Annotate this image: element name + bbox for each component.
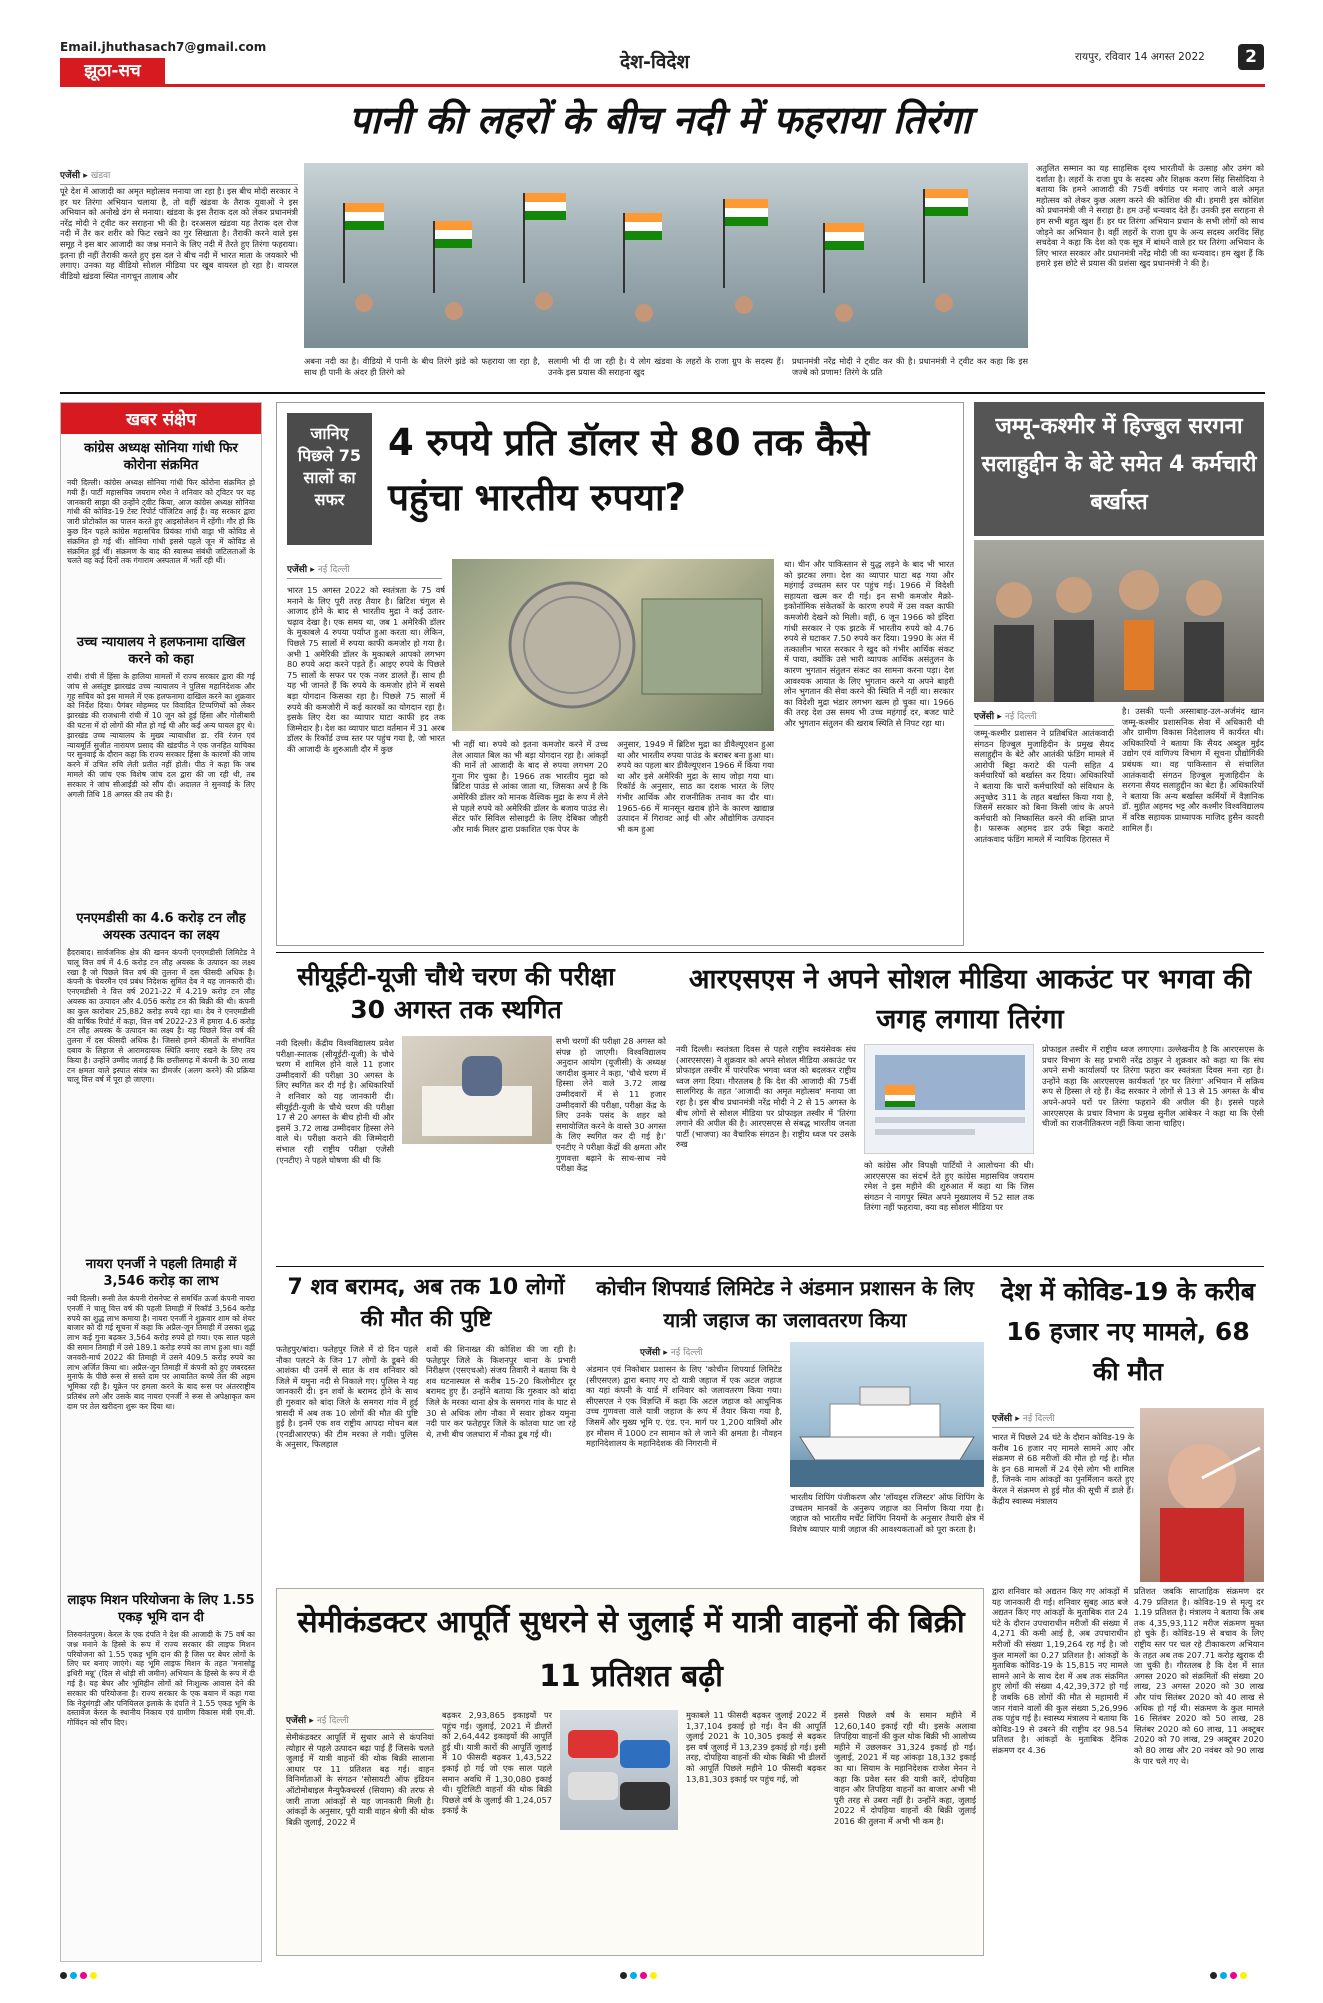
agency-label: एजेंसी [287,565,308,575]
auto-byline: एजेंसी ▸ नई दिल्ली [286,1710,434,1730]
exam-illustration [402,1036,552,1144]
color-dot [620,1972,627,1979]
brief-item [67,634,255,904]
page-number-badge: 2 [1238,44,1264,70]
top-story-headline: पानी की लहरों के बीच नदी में फहराया तिरंगा [348,98,972,142]
color-dot [1210,1972,1217,1979]
agency-label: एजेंसी [60,171,81,181]
rupee-col-3: अनुसार, 1949 में ब्रिटिश मुद्रा का डीवैल्यूएशन हुआ था और भारतीय रुपया पाउंड के बराबर बना हुआ था। रुपये का पहला बार डीवैल्यूएशन 1966 में किया गया था और इसे अमेरिकी मुद्रा के साथ जोड़ा गया था। रिकॉर्ड के अनुसार, साठ का दशक भारत के लिए गंभीर आर्थिक और राजनीतिक तनाव का दौर था। 1965-66 में मानसून खराब होने के कारण खाद्यान्न उत्पादन में गिरावट आई थी और औद्योगिक उत्पादन भी कम हुआ [617,739,774,834]
color-dot [1220,1972,1227,1979]
people-illustration [974,540,1264,702]
covid-intro: भारत में पिछले 24 घंटे के दौरान कोविड-19 के करीब 16 हजार नए मामले सामने आए और संक्रमण से 68 मरीजों की मौत हो गई है। मौत के इन 68 मामलों में 24 ऐसे लोग भी शामिल हैं, जिनके नाम आंकड़ों का पुनर्मिलान करते हुए केरल ने संक्रमण से हुई मौत की सूची में डाले हैं। केंद्रीय स्वास्थ्य मंत्रालय [992,1432,1134,1506]
covid-col-2: प्रतिशत जबकि साप्ताहिक संक्रमण दर 4.79 प्रतिशत है। कोविड-19 से मृत्यु दर 1.19 प्रतिशत है। मंत्रालय ने बताया कि अब तक 4,35,93,112 मरीज संक्रमण मुक्त हो चुके हैं। कोविड-19 से बचाव के लिए राष्ट्रीय स्तर पर चल रहे टीकाकरण अभियान के तहत अब तक 207.71 करोड़ खुराक दी जा चुकी है। गौरतलब है कि देश में सात अगस्त 2020 को संक्रमितों की संख्या 20 लाख, 23 अगस्त 2020 को 30 लाख और पांच सितंबर 2020 को 40 लाख से अधिक हो गई थी। संक्रमण के कुल मामले 16 सितंबर 2020 को 50 लाख, 28 सितंबर 2020 को 60 लाख, 11 अक्टूबर 2020 को 70 लाख, 29 अक्टूबर 2020 को 80 लाख और 20 नवंबर को 90 लाख के पार चले गए थे। [1134,1586,1264,1766]
place-label: नई दिल्ली [316,1716,349,1726]
jk-byline: एजेंसी ▸ नई दिल्ली [974,706,1114,726]
ship-byline: एजेंसी ▸ नई दिल्ली [640,1342,780,1362]
ship-illustration [790,1342,984,1487]
place-label: नई दिल्ली [317,565,350,575]
footer-color-bar [60,1972,97,1979]
covid-byline: एजेंसी ▸ नई दिल्ली [992,1408,1134,1428]
rss-headline: आरएसएस ने अपने सोशल मीडिया आकउंट पर भगवा की जगह लगाया तिरंगा [688,964,1252,1035]
cuet-col-2: सभी चरणों की परीक्षा 28 अगस्त को संपन्न हो जाएगी। विश्वविद्यालय अनुदान आयोग (यूजीसी) के अध्यक्ष जगदीश कुमार ने कहा, 'चौथे चरण में हिस्सा लेने वाले 3.72 लाख उम्मीदवारों में से 11 हजार उम्मीदवारों की परीक्षा, परीक्षा केंद्र के लिए उनके पसंद के शहर को समायोजित करने के वास्ते 30 अगस्त के लिए स्थगित कर दी गई है।' एनटीए ने परीक्षा केंद्रों की क्षमता और गुणवत्ता बढ़ाने के साथ-साथ नये परीक्षा केंद्र [556,1036,666,1174]
news-brief-sidebar [60,402,262,1962]
divider [60,392,1265,394]
auto-headline: सेमीकंडक्टर आपूर्ति सुधरने से जुलाई में यात्री वाहनों की बिक्री 11 प्रतिशत बढ़ी [297,1605,965,1694]
cars-illustration [560,1710,678,1830]
rupee-side-label: जानिए पिछले 75 सालों का सफर [287,413,372,545]
brief-heading: एनएमडीसी का 4.6 करोड़ टन लौह अयस्क उत्पादन का लक्ष्य [76,911,246,943]
covid-headline: देश में कोविड-19 के करीब 16 हजार नए मामले, 68 की मौत [1000,1277,1255,1386]
cuet-headline: सीयूईटी-यूजी चौथे चरण की परीक्षा 30 अगस्त तक स्थगित [297,962,615,1024]
color-dot [650,1972,657,1979]
brief-text: तिरुवनंतपुरम। केरल के एक दंपति ने देश की आजादी के 75 वर्ष का जश्न मनाने के हिस्से के रूप में राज्य सरकार की लाइफ मिशन परियोजना को 1.55 एकड़ भूमि दान की है जिस पर बेघर लोगों के लिए घर बनाए जाएंगे। यह भूमि लाइफ मिशन के तहत 'मनासोडु इथिरी मन्नू' (दिल से थोड़ी सी जमीन) अभियान के हिस्से के रूप में दी गई है। यह बेघर और भूमिहीन लोगों को निःशुल्क आवास देने की सरकार की परियोजना है। राज्य सरकार के एक बयान में कहा गया कि नेदुमंगड़ी और पनियिलल इलाके के दंपति ने 1.55 एकड़ भूमि के दस्तावेज केरल के स्थानीय निकाय एवं ग्रामीण विकास मंत्री एम.वी. गोविंदन को सौंप दिए। [67,1630,255,1728]
swab-test-illustration [1140,1408,1264,1582]
agency-label: एजेंसी [286,1716,307,1726]
agency-label: एजेंसी [640,1348,661,1358]
bodies-col-1: फतेहपुर/बांदा। फतेहपुर जिले में दो दिन पहले नौका पलटने के जिन 17 लोगों के डूबने की आशंका थी उनमें से सात के शव शनिवार को जिले में यमुना नदी से निकाले गए। पुलिस ने यह जानकारी दी। इन शवों के बरामद होने के साथ ही गुरुवार को बांदा जिले के समगरा गांव में हुई त्रासदी में अब तक 10 लोगों की मौत की पुष्टि हुई है। इनमें एक शव राष्ट्रीय आपदा मोचन बल (एनडीआरएफ) की टीम मरका ले गयी। पुलिस के अनुसार, फिलहाल [276,1344,418,1450]
place-label: नई दिल्ली [670,1348,703,1358]
rss-col-3: प्रोफाइल तस्वीर में राष्ट्रीय ध्वज लगाएगा। उल्लेखनीय है कि आरएसएस के प्रचार विभाग के सह प्रभारी नरेंद्र ठाकुर ने शुक्रवार को कहा था कि संघ अपने सभी कार्यालयों पर तिरंगा फहरा कर स्वतंत्रता दिवस मना रहा है। उन्होंने कहा कि आरएसएस कार्यकर्ता 'हर घर तिरंगा' अभियान में सक्रिय रूप से हिस्सा ले रहे हैं। केंद्र सरकार ने लोगों से 13 से 15 अगस्त के बीच अपने-अपने घरों पर तिरंगा फहराने की अपील की है। इससे पहले आरएसएस के प्रचार विभाग के प्रमुख सुनील आंबेकर ने कहा था कि ऐसी चीजों का राजनीतिकरण नहीं किया जाना चाहिए। [1042,1044,1264,1129]
top-story-bottom-text-2: सलामी भी दी जा रही है। ये लोग खंडवा के लहरों के राजा ग्रुप के सदस्य हैं। उनके इस प्रयास की सराहना खुद [548,356,784,377]
footer-color-bar [1210,1972,1247,1979]
top-story-bottom-text-3: प्रधानमंत्री नरेंद्र मोदी ने ट्वीट कर की है। प्रधानमंत्री ने ट्वीट कर कहा कि इस जज्बे को प्रणाम! तिरंगे के प्रति [792,356,1028,377]
jk-headline: जम्मू-कश्मीर में हिज्बुल सरगना सलाहुद्दीन के बेटे समेत 4 कर्मचारी बर्खास्त [981,414,1257,515]
rupee-coin-photo [452,559,774,731]
brief-item [67,910,255,1250]
color-dot [1240,1972,1247,1979]
bodies-headline: 7 शव बरामद, अब तक 10 लोगों की मौत की पुष्टि [287,1275,565,1332]
header-rule [60,84,1265,87]
brief-heading: उच्च न्यायालय ने हलफनामा दाखिल करने को कहा [76,635,246,667]
auto-col-2: बढ़कर 2,93,865 इकाइयों पर पहुंच गई। जुलाई, 2021 में डीलरों को 2,64,442 इकाइयों की आपूर्ति हुई थी। यात्री कारों की आपूर्ति जुलाई में 10 फीसदी बढ़कर 1,43,522 इकाई हो गई जो एक साल पहले समान अवधि में 1,30,080 इकाई थी। यूटिलिटी वाहनों की थोक बिक्री पिछले वर्ष के जुलाई की 1,24,057 इकाई के [442,1710,552,1816]
covid-test-photo [1140,1408,1264,1582]
section-title: देश-विदेश [620,51,690,73]
brand-label: झूठा-सच [60,58,165,84]
color-dot [640,1972,647,1979]
jk-col-1: जम्मू-कश्मीर प्रशासन ने प्रतिबंधित आतंकवादी संगठन हिज्बुल मुजाहिदीन के प्रमुख सैयद सलाहुद्दीन के बेटे और आतंकी फंडिंग मामले में आरोपी बिट्टा कराटे की पत्नी सहित 4 कर्मचारियों को बर्खास्त कर दिया। अधिकारियों ने बताया कि चारों कर्मचारियों को संविधान के अनुच्छेद 311 के तहत बर्खास्त किया गया है, जिसमें सरकार को बिना किसी जांच के अपने कर्मचारी को निष्कासित करने की शक्ति प्राप्त है। फारूक अहमद डार उर्फ बिट्टा कराटे आतंकवाद फंडिंग मामले में न्यायिक हिरासत में [974,728,1114,844]
bodies-col-2: शवों की शिनाख्त की कोशिश की जा रही है। फतेहपुर जिले के किशनपुर थाना के प्रभारी निरीक्षण (एसएचओ) संजय तिवारी ने बताया कि ये शव घटनास्थल से करीब 15-20 किलोमीटर दूर बरामद हुए हैं। उन्होंने बताया कि गुरुवार को बांदा जिले के मरका थाना क्षेत्र के समगरा गांव के घाट से 30 से अधिक लोग नौका में सवार होकर यमुना नदी पार कर फतेहपुर जिले के कोतवा घाट जा रहे थे, तभी बीच जलधारा में नौका डूब गई थी। [426,1344,576,1439]
covid-col-1: द्वारा शनिवार को अद्यतन किए गए आंकड़ों में यह जानकारी दी गई। शनिवार सुबह आठ बजे अद्यतन किए गए आंकड़ों के मुताबिक रात 24 घंटे के दौरान उपचाराधीन मरीजों की संख्या में 4,271 की कमी आई है, अब उपचाराधीन मरीजों की संख्या 1,19,264 रह गई है। जो कुल मामलों का 0.27 प्रतिशत है। आंकड़ों के मुताबिक कोविड-19 के 15,815 नए मामले सामने आने के साथ देश में अब तक संक्रमित हुए लोगों की संख्या 4,42,39,372 हो गई है जबकि 68 लोगों की मौत से महामारी में जान गंवाने वालों की कुल संख्या 5,26,996 तक पहुंच गई है। स्वास्थ्य मंत्रालय ने बताया कि कोविड-19 से उबरने की राष्ट्रीय दर 98.54 प्रतिशत है। आंकड़ों के मुताबिक दैनिक संक्रमण दर 4.36 [992,1586,1128,1755]
ship-photo [790,1342,984,1487]
sidebar-title: खबर संक्षेप [61,403,261,434]
ship-headline: कोचीन शिपयार्ड लिमिटेड ने अंडमान प्रशासन के लिए यात्री जहाज का जलावतरण किया [596,1276,974,1332]
social-profile-illustration [865,1045,1034,1154]
brief-text: हैदराबाद। सार्वजनिक क्षेत्र की खनन कंपनी एनएमडीसी लिमिटेड ने चालू वित्त वर्ष में 4.6 करोड़ टन लौह अयस्क के उत्पादन का लक्ष्य रखा है जो पिछले वित्त वर्ष की तुलना में दस फीसदी अधिक है। कंपनी के चेयरमैन एवं प्रबंध निदेशक सुमित देब ने यह जानकारी दी। एनएमडीसी ने वित्त वर्ष 2021-22 में 4.219 करोड़ टन लौह अयस्क का उत्पादन और 4.056 करोड़ टन की बिक्री की थी। कंपनी का कुल कारोबार 25,882 करोड़ रुपये रहा था। देब ने एनएमडीसी की वार्षिक रिपोर्ट में कहा, वित्त वर्ष 2022-23 में हमारा 4.6 करोड़ टन लौह अयस्क के उत्पादन का लक्ष्य है। यह पिछले वित्त वर्ष की तुलना में दस फीसदी अधिक है। जिससे हमने कीमतों के संभावित दबाव के लिहाज से आरामदायक स्थिति बनाए रखने के लिए तय किया है। उन्होंने उम्मीद जताई है कि छत्तीसगढ़ में कंपनी के 30 लाख टन क्षमता वाले इस्पात संयंत्र का डीमर्जर (अलग करने) की प्रक्रिया चालू वित्त वर्ष में पूरा हो जाएगा। [67,948,255,1085]
header-email: Email.jhuthasach7@gmail.com [60,40,267,54]
jk-people-photo [974,540,1264,702]
place-label: नई दिल्ली [1004,712,1037,722]
color-dot [60,1972,67,1979]
cars-photo [560,1710,678,1830]
rupee-col-1: भारत 15 अगस्त 2022 को स्वतंत्रता के 75 वर्ष मनाने के लिए पूरी तरह तैयार है। ब्रिटिश चंगुल से आजाद होने के बाद से भारतीय मुद्रा ने कई उतार-चढ़ाव देखा है। एक समय था, जब 1 अमेरिकी डॉलर के मुकाबले 4 रुपया पर्याप्त हुआ करता था। लेकिन, पिछले 75 सालों में रुपया काफी कमजोर हो गया है। अभी 1 अमेरिकी डॉलर के मुकाबले आपको लगभग 80 रुपये अदा करने पड़ते हैं। आइए रुपये के पिछले 75 सालों के सफर पर एक नजर डालते हैं। साथ ही यह भी जानते हैं कि रुपये के कमजोर होने में सबसे बड़ा योगदान किसका रहा है। पिछले 75 सालों में रुपये की कमजोरी में कई कारकों का योगदान रहा है। इसके लिए देश का व्यापार घाटा काफी हद तक जिम्मेदार है। देश का व्यापार घाटा वर्तमान में 31 अरब डॉलर के रिकॉर्ड उच्च स्तर पर पहुंच गया है, जो भारत की आजादी के शुरुआती दौर में कुछ [287,585,445,754]
auto-col-4: इससे पिछले वर्ष के समान महीने में 12,60,140 इकाई रही थी। इसके अलावा तिपहिया वाहनों की कुल थोक बिक्री भी आलोच्य महीने में उछलकर 31,324 इकाई हो गई। जुलाई, 2021 में यह आंकड़ा 18,132 इकाई का था। सियाम के महानिदेशक राजेश मेनन ने कहा कि प्रवेश स्तर की यात्री कारें, दोपहिया वाहन और तिपहिया वाहनों का बाजार अभी भी पूरी तरह से उबरा नहीं है। उन्होंने कहा, जुलाई 2022 में दोपहिया वाहनों की बिक्री जुलाई 2016 की तुलना में अभी भी कम है। [834,1710,976,1826]
color-dot [70,1972,77,1979]
brief-text: नयी दिल्ली। कांग्रेस अध्यक्ष सोनिया गांधी फिर कोरोना संक्रमित हो गयी हैं। पार्टी महासचिव जयराम रमेश ने शनिवार को ट्विटर पर यह जानकारी साझा की उन्होंने ट्वीट किया, आज कांग्रेस अध्यक्ष सोनिया गांधी की कोविड-19 टेस्ट रिपोर्ट पॉजिटिव आई है। वह सरकार द्वारा जारी प्रोटोकॉल का पालन करते हुए आइसोलेशन में रहेंगी। गौर हो कि कुछ दिन पहले कांग्रेस महासचिव प्रियंका गांधी वाड्रा भी कोविड से संक्रमित हो गई थीं। सोनिया गांधी इससे पहले जून में कोविड से संक्रमित हुई थीं। संक्रमण के बाद की स्वास्थ्य संबंधी जटिलताओं के चलते वह कई दिनों तक गंगाराम अस्पताल में भर्ती रही थीं। [67,478,255,566]
brief-item [67,1256,255,1586]
exam-photo [402,1036,552,1144]
rss-col-1: नयी दिल्ली। स्वतंत्रता दिवस से पहले राष्ट्रीय स्वयंसेवक संघ (आरएसएस) ने शुक्रवार को अपने सोशल मीडिया अकाउंट पर प्रोफाइल तस्वीर में पारंपरिक भगवा ध्वज को बदलकर राष्ट्रीय ध्वज लगा दिया। गौरतलब है कि देश की आजादी की 75वीं सालगिरह के तहत 'आजादी का अमृत महोत्सव' मनाया जा रहा है। इस बीच प्रधानमंत्री नरेंद्र मोदी ने 2 से 15 अगस्त के बीच लोगों से सोशल मीडिया पर प्रोफाइल तस्वीर में 'तिरंगा लगाने की अपील की है। आरएसएस से संबद्ध भारतीय जनता पार्टी (भाजपा) का वैचारिक संगठन है। राष्ट्रीय ध्वज पर उसके रुख [676,1044,856,1150]
cuet-col-1: नयी दिल्ली। केंद्रीय विश्वविद्यालय प्रवेश परीक्षा-स्नातक (सीयूईटी-यूजी) के चौथे चरण में शामिल होने वाले 11 हजार उम्मीदवारों की परीक्षा 30 अगस्त के लिए स्थगित कर दी गई है। अधिकारियों ने शनिवार को यह जानकारी दी। सीयूईटी-यूजी के चौथे चरण की परीक्षा 17 से 20 अगस्त के बीच होनी थी और इसमें 3.72 लाख उम्मीदवार हिस्सा लेने वाले थे। परीक्षा कराने की जिम्मेदारी संभाल रही राष्ट्रीय परीक्षा एजेंसी (एनटीए) ने पहले घोषणा की थी कि [276,1038,394,1165]
divider [276,1266,1264,1267]
top-story-byline: एजेंसी ▸ खंडवा [60,165,298,185]
brief-text: नयी दिल्ली। रूसी तेल कंपनी रोसनेफ्ट से समर्थित ऊर्जा कंपनी नायरा एनर्जी ने चालू वित्त वर्ष की पहली तिमाही में रिकॉर्ड 3,564 करोड़ रुपये का शुद्ध लाभ कमाया है। नायरा एनर्जी ने शुक्रवार शाम को शेयर बाजार को दी गई सूचना में कहा कि अप्रैल-जून तिमाही में उसका शुद्ध लाभ कई गुना बढ़कर 3,564 करोड़ रुपये हो गया। एक साल पहले की समान तिमाही में उसे 189.1 करोड़ रुपये का लाभ हुआ था। वहीं जनवरी-मार्च 2022 की तिमाही में उसने 409.5 करोड़ रुपये का लाभ अर्जित किया था। अप्रैल-जून तिमाही में कंपनी को हुए जबरदस्त मुनाफे के पीछे रूस से सस्ते दाम पर आयातित कच्चे तेल की अहम भूमिका रही है। यूक्रेन पर हमला करने के बाद रूस पर अंतरराष्ट्रीय प्रतिबंध लगे और उसके बाद नायरा एनर्जी ने रूस से अपेक्षाकृत कम दाम पर तेल खरीदना शुरू कर दिया था। [67,1294,255,1411]
rss-col-2: को कांग्रेस और विपक्षी पार्टियों ने आलोचना की थी। आरएसएस का संदर्भ देते हुए कांग्रेस महासचिव जयराम रमेश ने इस महीने की शुरुआत में कहा था कि जिस संगठन ने नागपुर स्थित अपने मुख्यालय में 52 साल तक तिरंगा नहीं फहराया, क्या वह सोशल मीडिया पर [864,1160,1034,1213]
brief-heading: लाइफ मिशन परियोजना के लिए 1.55 एकड़ भूमि दान दी [67,1593,255,1625]
agency-label: एजेंसी [992,1414,1013,1424]
brief-heading: कांग्रेस अध्यक्ष सोनिया गांधी फिर कोरोना संक्रमित [84,441,238,473]
rupee-story-box [276,402,964,946]
ship-col-1: अंडमान एवं निकोबार प्रशासन के लिए 'कोचीन शिपयार्ड लिमिटेड (सीएसएल) द्वारा बनाए गए दो यात्री जहाज में एक अटल जहाज का यहां कंपनी के यार्ड में शनिवार को जलावतरण किया गया। सीएसएल ने एक विज्ञप्ति में कहा कि अटल जहाज को आधुनिक उच्च गुणवत्ता वाले यात्री जहाज के रूप में तैयार किया गया है, जिसमें और मुख्य भूमि ए. एंड. एन. मार्ग पर 1,200 यात्रियों और हर मौसम में 1000 टन सामान को ले जाने की क्षमता है। नौवहन महानिदेशालय के महानिदेशक की निगरानी में [586,1364,782,1449]
place-label: नई दिल्ली [1022,1414,1055,1424]
auto-col-1: सेमीकंडक्टर आपूर्ति में सुधार आने से कंपनियां त्योहार से पहले उत्पादन बढ़ा पाई हैं जिसके चलते जुलाई में यात्री वाहनों की थोक बिक्री सालाना आधार पर 11 प्रतिशत बढ़ गई। वाहन विनिर्माताओं के संगठन 'सोसायटी ऑफ इंडियन ऑटोमोबाइल मैन्युफैक्चरर्स (सियाम) की तरफ से जारी ताजा आंकड़ों से यह जानकारी मिली है। आंकड़ों के अनुसार, पूरी यात्री वाहन श्रेणी की थोक बिक्री जुलाई, 2022 में [286,1732,434,1827]
rupee-col-2: भी नहीं था। रुपये को इतना कमजोर करने में उच्च तेल आयात बिल का भी बड़ा योगदान रहा है। आंकड़ों की मानें तो आजादी के बाद से रुपया लगभग 20 गुना गिर चुका है। 1966 तक भारतीय मुद्रा को ब्रिटिश पाउंड से आंका जाता था, जिसका अर्थ है कि अमेरिकी डॉलर को मानक वैश्विक मुद्रा के रूप में लेने से पहले रुपये को अमेरिकी डॉलर के बजाय पाउंड से। सेंटर फॉर सिविल सोसाइटी के लिए देबिका जौहरी और मार्क मिलर द्वारा प्रकाशित एक पेपर के [452,739,608,834]
coin-illustration [452,559,774,731]
footer-color-bar [620,1972,657,1979]
top-story-right-text: अतुलित सम्मान का यह साहसिक दृश्य भारतीयों के उत्साह और उमंग को दर्शाता है। लहरों के राजा ग्रुप के सदस्य और शिक्षक करण सिंह सिसोदिया ने बताया कि हमने आजादी की 75वीं वर्षगांठ पर मनाए जाने वाले अमृत महोत्सव को लेकर कुछ अलग करने की कोशिश की थी। हमारी इस कोशिश को प्रधानमंत्री जी ने सराहा है। हम उन्हें धन्यवाद देते हैं। उनकी इस सराहना से हम सभी बहुत खुश हैं। हर घर तिरंगा अभियान प्रधान के सभी लोगों को साथ जोड़ने का अभियान है। वहीं लहरों के राजा ग्रुप के अन्य सदस्य अरविंद सिंह सचदेवा ने कहा कि देश को एक सूत्र में बांधने वाले हर घर तिरंगा अभियान के लिए भारत सरकार और प्रधानमंत्री नरेंद्र मोदी जी का धन्यवाद। हम खुश हैं कि हमारे इस छोटे से प्रयास की प्रशंसा खुद प्रधानमंत्री ने की है। [1036,163,1264,269]
header-date: रायपुर, रविवार 14 अगस्त 2022 [1075,51,1205,63]
brief-item [67,1592,255,1780]
brief-item [67,440,255,628]
swimmers-flag-photo [304,163,1028,348]
auto-col-3: मुकाबले 11 फीसदी बढ़कर जुलाई 2022 में 1,37,104 इकाई हो गई। वैन की आपूर्ति जुलाई 2021 के 10,305 इकाई से बढ़कर इस वर्ष जुलाई में 13,239 इकाई हो गई। इसी तरह, दोपहिया वाहनों की थोक बिक्री भी डीलरों को आपूर्ति पिछले महीने 10 फीसदी बढ़कर 13,81,303 इकाई पर पहुंच गई, जो [686,1710,826,1784]
ship-col-2: भारतीय शिपिंग पंजीकरण और 'लॉयड्स रजिस्टर' ऑफ शिपिंग के उच्चतम मानकों के अनुरूप जहाज का निर्माण किया गया है। जहाज को भारतीय मर्चेंट शिपिंग नियमों के अनुसार तैयारी क्षेत्र में विशेष व्यापार यात्री जहाज की आवश्यकताओं को पूरा करता है। [790,1492,984,1534]
top-story-bottom-text-1: अबना नदी का है। वीडियो में पानी के बीच तिरंगे झंडे को फहराया जा रहा है, साथ ही पानी के अंदर ही तिरंगे को [304,356,540,377]
flags-illustration [304,163,1028,348]
jk-story-headline-box [974,402,1264,536]
rupee-byline: एजेंसी ▸ नई दिल्ली [287,559,442,579]
place-label: खंडवा [90,171,111,181]
color-dot [1230,1972,1237,1979]
jk-col-2: है। उसकी पत्नी अस्साबाह-उल-अर्जमंद खान जम्मू-कश्मीर प्रशासनिक सेवा में अधिकारी थी और ग्रामीण विकास निदेशालय में कार्यरत थी। अधिकारियों ने बताया कि सैयद अब्दुल मुईद उद्योग एवं वाणिज्य विभाग में सूचना प्रौद्योगिकी प्रबंधक था। वह पाकिस्तान से संचालित आतंकवादी संगठन हिज्बुल मुजाहिदीन के सरगना सैयद सलाहुद्दीन का बेटा है। अधिकारियों ने बताया कि अन्य बर्खास्त कर्मियों में वैज्ञानिक डॉ. मुहीत अहमद भट्ट और कश्मीर विश्वविद्यालय में वरिष्ठ सहायक प्राध्यापक माजिद हुसैन कादरी शामिल हैं। [1122,706,1264,833]
color-dot [90,1972,97,1979]
color-dot [80,1972,87,1979]
rss-screenshot [864,1044,1034,1154]
color-dot [630,1972,637,1979]
brief-text: रांची। रांची में हिंसा के हालिया मामलों में राज्य सरकार द्वारा की गई जांच से असंतुष्ट झारखंड उच्च न्यायालय ने पुलिस महानिदेशक और गृह सचिव को इस मामले में एक हलफनामा दाखिल करने का शुक्रवार को निर्देश दिया। पैगंबर मोहम्मद पर विवादित टिप्पणियों को लेकर झारखंड की राजधानी रांची में 10 जून को हुई हिंसा और गोलीबारी की घटना में दो लोगों की मौत हो गई थी और कई अन्य घायल हुए थे। झारखंड उच्च न्यायालय के मुख्य न्यायाधीश डा. रवि रंजन एवं न्यायमूर्ति सुजीत नारायण प्रसाद की खंडपीठ ने एक जनहित याचिका पर सुनवाई के दौरान कहा कि राज्य सरकार हिंसा के कारणों की जांच करने में उचित रुचि लेती प्रतीत नहीं होती। पीठ ने कहा कि जब मामले की जांच एक विशेष जांच दल द्वारा की जा रही थी, तब सरकार ने जांच सीआईडी को सौंप दी। अदालत ने सुनवाई के लिए अगली तिथि 18 अगस्त की तय की है। [67,672,255,799]
rupee-col-4: था। चीन और पाकिस्तान से युद्ध लड़ने के बाद भी भारत को झटका लगा। देश का व्यापार घाटा बढ़ गया और महंगाई उच्चतम स्तर पर पहुंच गई। 1966 में विदेशी सहायता खत्म कर दी गई। इन सभी कमजोर मैक्रो-इकोनॉमिक संकेतकों के कारण रुपये में उस वक्त काफी कमजोरी देखने को मिली। वहीं, 6 जून 1966 को इंदिरा गांधी सरकार ने एक झटके में भारतीय रुपये को 4.76 रुपये से घटाकर 7.50 रुपये कर दिया। 1990 के अंत में तत्कालीन भारत सरकार ने खुद को गंभीर आर्थिक संकट में पाया, क्योंकि उसे भारी व्यापक आर्थिक असंतुलन के कारण भुगतान संतुलन संकट का सामना करना पड़ा। देश आवश्यक आयात के लिए भुगतान करने या अपने बाहरी लोन भुगतान की सेवा करने की स्थिति में नहीं था। सरकार का विदेशी मुद्रा भंडार लगभग खत्म हो चुका था। 1966 की तरह देश उस समय भी उच्च महंगाई दर, बजट घाटे और भुगतान संतुलन की खराब स्थिति से निपट रहा था। [784,559,954,728]
rupee-headline: 4 रुपये प्रति डॉलर से 80 तक कैसे पहुंचा भारतीय रुपया? [388,421,870,519]
top-story-left-text: पूरे देश में आजादी का अमृत महोत्सव मनाया जा रहा है। इस बीच मोदी सरकार ने हर घर तिरंगा अभियान चलाया है, तो वहीं खंडवा के तैराक युवाओं ने इस अभियान को अनोखे ढंग से मनाया। खंडवा के इस तैराक दल को लेकर प्रधानमंत्री नरेंद्र मोदी ने ट्वीट कर सराहना भी की है। दरअसल खंडवा यह तैराक दल रोज नदी में तैर कर शरीर को फिट रखने का गुर सिखाता है। तैराकी करने वाले इस समूह ने इस बार आजादी का जश्न मनाने के लिए नदी में तैरते हुए तिरंगा फहराया। इतना ही नहीं तैराकी करते हुए इस दल ने बीच नदी में भारत माता के जयकारे भी लगाए। उनका यह वीडियो सोशल मीडिया पर खूब वायरल हो रहा है। वायरल वीडियो खंडवा स्थित नागचून तालाब और [60,186,298,281]
brief-heading: नायरा एनर्जी ने पहली तिमाही में 3,546 करोड़ का लाभ [85,1257,237,1289]
divider [276,952,1264,953]
agency-label: एजेंसी [974,712,995,722]
